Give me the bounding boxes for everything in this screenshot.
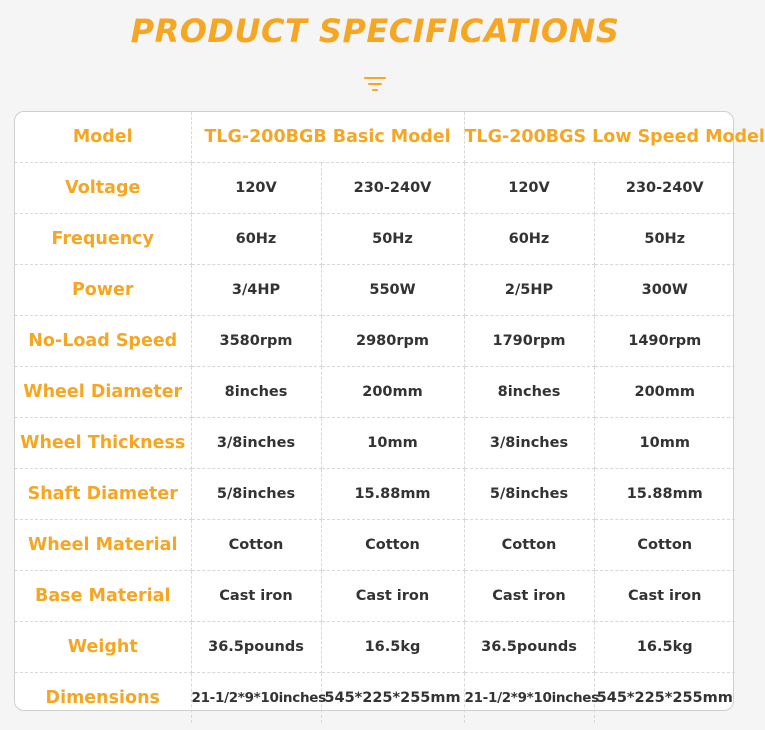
table-cell: Cast iron bbox=[594, 571, 735, 622]
table-row bbox=[15, 571, 735, 622]
table-cell: 10mm bbox=[594, 418, 735, 469]
table-row bbox=[15, 469, 735, 520]
row-label-model: Model bbox=[15, 112, 191, 163]
table-cell: 200mm bbox=[594, 367, 735, 418]
table-cell: 230-240V bbox=[321, 163, 464, 214]
table-row-model bbox=[15, 112, 735, 163]
table-cell: 2/5HP bbox=[464, 265, 594, 316]
row-label: Voltage bbox=[15, 163, 191, 214]
table-cell: 10mm bbox=[321, 418, 464, 469]
table-row bbox=[15, 622, 735, 673]
table-cell: 3/4HP bbox=[191, 265, 321, 316]
table-cell: 8inches bbox=[191, 367, 321, 418]
table-cell: 1490rpm bbox=[594, 316, 735, 367]
row-label: Shaft Diameter bbox=[15, 469, 191, 520]
page-title: PRODUCT SPECIFICATIONS bbox=[130, 12, 620, 50]
model-header-low-speed: TLG-200BGS Low Speed Model bbox=[464, 112, 735, 163]
row-label: No-Load Speed bbox=[15, 316, 191, 367]
table-cell: Cast iron bbox=[464, 571, 594, 622]
table-row bbox=[15, 214, 735, 265]
table-cell: 36.5pounds bbox=[464, 622, 594, 673]
table-cell: 120V bbox=[191, 163, 321, 214]
table-row bbox=[15, 673, 735, 724]
table-cell: 3580rpm bbox=[191, 316, 321, 367]
table-cell: 3/8inches bbox=[191, 418, 321, 469]
table-cell: 300W bbox=[594, 265, 735, 316]
table-cell: 8inches bbox=[464, 367, 594, 418]
table-cell: 60Hz bbox=[464, 214, 594, 265]
table-cell: 1790rpm bbox=[464, 316, 594, 367]
table-cell: Cotton bbox=[464, 520, 594, 571]
table-cell: Cast iron bbox=[321, 571, 464, 622]
table-cell: 545*225*255mm bbox=[321, 673, 464, 724]
table-cell: 5/8inches bbox=[464, 469, 594, 520]
table-cell: 36.5pounds bbox=[191, 622, 321, 673]
row-label: Base Material bbox=[15, 571, 191, 622]
table-row bbox=[15, 520, 735, 571]
table-cell: 16.5kg bbox=[321, 622, 464, 673]
row-label: Wheel Material bbox=[15, 520, 191, 571]
table-cell: 230-240V bbox=[594, 163, 735, 214]
row-label: Wheel Thickness bbox=[15, 418, 191, 469]
table-cell: Cotton bbox=[321, 520, 464, 571]
table-cell: 545*225*255mm bbox=[596, 690, 733, 706]
table-cell: 200mm bbox=[321, 367, 464, 418]
row-label: Weight bbox=[15, 622, 191, 673]
table-cell: 550W bbox=[321, 265, 464, 316]
table-cell: 16.5kg bbox=[594, 622, 735, 673]
menu-lines-icon bbox=[364, 76, 386, 92]
row-label: Dimensions bbox=[15, 673, 191, 724]
table-cell: 21-1/2*9*10inches bbox=[464, 673, 594, 724]
table-row bbox=[15, 163, 735, 214]
table-cell: 21-1/2*9*10inches bbox=[191, 673, 321, 724]
specifications-table bbox=[14, 111, 765, 711]
table-row bbox=[15, 265, 735, 316]
table-cell: 15.88mm bbox=[321, 469, 464, 520]
table-cell: Cast iron bbox=[191, 571, 321, 622]
row-label: Frequency bbox=[15, 214, 191, 265]
row-label: Power bbox=[15, 265, 191, 316]
model-header-basic: TLG-200BGB Basic Model bbox=[191, 112, 464, 163]
table-cell: 50Hz bbox=[321, 214, 464, 265]
table-cell: 2980rpm bbox=[321, 316, 464, 367]
table-cell: 50Hz bbox=[594, 214, 735, 265]
table-cell: Cotton bbox=[191, 520, 321, 571]
table-row bbox=[15, 418, 735, 469]
table-cell: 5/8inches bbox=[191, 469, 321, 520]
table-cell: Cotton bbox=[594, 520, 735, 571]
table-cell: 120V bbox=[464, 163, 594, 214]
row-label: Wheel Diameter bbox=[15, 367, 191, 418]
table-row bbox=[15, 367, 735, 418]
table-row bbox=[15, 316, 735, 367]
table-cell: 3/8inches bbox=[464, 418, 594, 469]
table-cell: 60Hz bbox=[191, 214, 321, 265]
table-cell: 15.88mm bbox=[594, 469, 735, 520]
